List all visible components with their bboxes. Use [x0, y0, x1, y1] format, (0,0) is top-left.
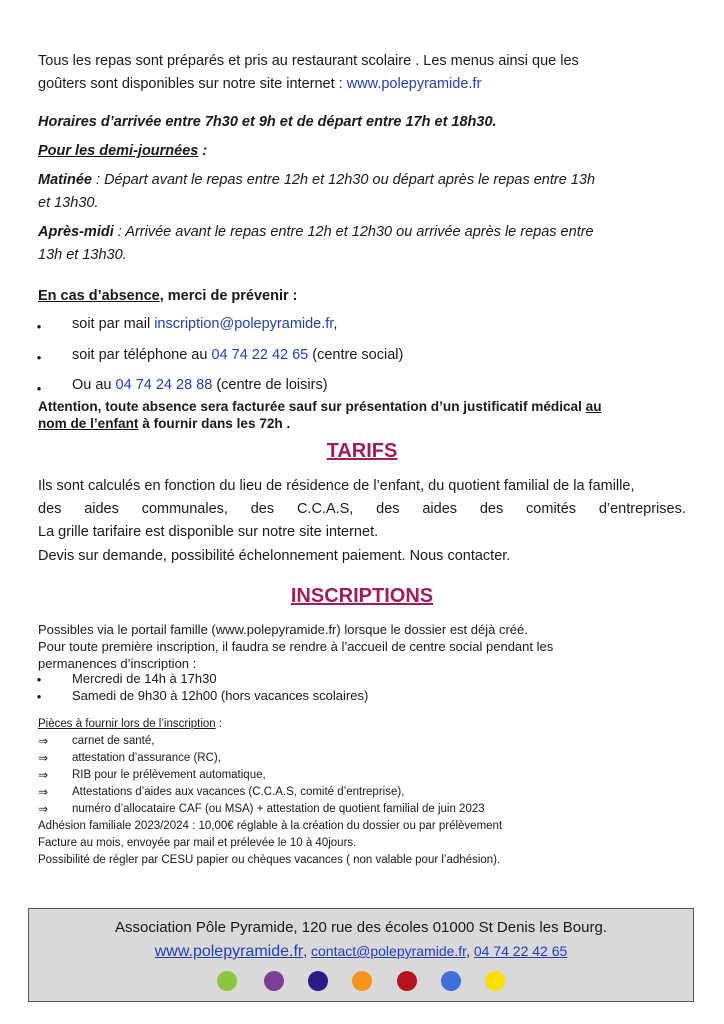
social-phone-link[interactable]: 04 74 22 42 65 [211, 347, 309, 363]
tarifs-word: communales, [141, 501, 228, 517]
tarifs-word: aides [422, 501, 458, 517]
tarifs-word: des [38, 501, 62, 517]
list-item: ⇒ numéro d’allocataire CAF (ou MSA) + attestation de quotient familial de juin 2023 [38, 802, 485, 816]
color-dot-red [397, 971, 417, 991]
pieces-list [38, 733, 678, 869]
tarifs-word: des [376, 501, 400, 517]
tarifs-word: d’entreprises. [598, 501, 686, 517]
absence-item-phone: soit par téléphone au 04 74 22 42 65 (centre social) [72, 347, 404, 363]
intro-line-2: goûters sont disponibles sur notre site internet : www.polepyramide.fr [38, 76, 482, 92]
tarifs-heading: TARIFS [326, 440, 398, 462]
intro-line-1: Tous les repas sont préparés et pris au restaurant scolaire . Les menus ainsi que les [38, 53, 579, 69]
horaires-text: Horaires d’arrivée entre 7h30 et 9h et de départ entre 17h et 18h30. [38, 114, 497, 130]
list-item: ⇒ RIB pour le prélèvement automatique, [38, 768, 266, 782]
slot-samedi: Samedi de 9h30 à 12h00 (hors vacances scolaires) [72, 688, 369, 703]
intro-paragraph [38, 50, 698, 96]
color-dot-indigo [308, 971, 328, 991]
apresmidi-paragraph: Après-midi : Arrivée avant le repas entre 12h et 12h30 ou arrivée après le repas entre 13h et 13h30. [38, 224, 594, 263]
list-item: ⇒ attestation d’assurance (RC), [38, 751, 221, 765]
tarifs-word: des [250, 501, 275, 517]
footer-phone-link[interactable]: 04 74 22 42 65 [473, 943, 568, 959]
footer-box [28, 908, 694, 1002]
slot-mercredi: Mercredi de 14h à 17h30 [72, 671, 217, 686]
tarifs-paragraph: Ils sont calculés en fonction du lieu de résidence de l’enfant, du quotient familial de la famille, des aides communales, des C.C.A.S, des aides des comités d’entreprises. La grille tarifaire est disponible sur notre site internet. [38, 478, 686, 540]
arrow-right-icon: ⇒ [38, 785, 49, 799]
pieces-title: Pièces à fournir lors de l’inscription : [38, 718, 223, 730]
bullet-icon: • [36, 672, 42, 687]
devis-text: Devis sur demande, possibilité échelonnement paiement. Nous contacter. [38, 548, 511, 564]
inscription-email-link[interactable]: inscription@polepyramide.fr [154, 316, 334, 332]
website-link[interactable]: www.polepyramide.fr [346, 76, 482, 92]
bullet-icon: • [36, 319, 42, 334]
loisirs-phone-link[interactable]: 04 74 24 28 88 [115, 377, 213, 393]
bullet-icon: • [36, 381, 42, 396]
absence-item-loisirs: Ou au 04 74 24 28 88 (centre de loisirs) [72, 377, 328, 393]
absence-title: En cas d’absence, merci de prévenir : [38, 288, 298, 304]
tarifs-word: comités [526, 501, 577, 517]
facture-text: Facture au mois, envoyée par mail et prélevée le 10 à 40jours. [38, 837, 357, 849]
list-item: ⇒ carnet de santé, [38, 734, 155, 748]
list-item: ⇒ Attestations d’aides aux vacances (C.C.A.S, comité d’entreprise), [38, 785, 405, 799]
absence-warning: Attention, toute absence sera facturée sauf sur présentation d’un justificatif médical au nom de l’enfant à fournir dans les 72h . [38, 399, 602, 431]
tarifs-word: des [479, 501, 504, 517]
cesu-text: Possibilité de régler par CESU papier ou chèques vacances ( non valable pour l’adhésion). [38, 854, 501, 866]
tarifs-line-2 [38, 498, 686, 521]
footer-email-link[interactable]: contact@polepyramide.fr [311, 943, 467, 959]
footer-contacts: www.polepyramide.fr, contact@polepyramide.fr, 04 74 22 42 65 [154, 943, 568, 960]
inscriptions-heading: INSCRIPTIONS [290, 585, 434, 607]
demi-journees-title: Pour les demi-journées : [38, 143, 208, 159]
apresmidi-label: Après-midi [38, 224, 114, 240]
color-dot-blue [441, 971, 461, 991]
color-dot-green [217, 971, 237, 991]
adhesion-text: Adhésion familiale 2023/2024 : 10,00€ réglable à la création du dossier ou par prélèvement [38, 820, 503, 832]
footer-website-link[interactable]: www.polepyramide.fr [154, 943, 304, 960]
absence-item-mail: soit par mail inscription@polepyramide.fr, [72, 316, 338, 332]
inscriptions-paragraph: Possibles via le portail famille (www.polepyramide.fr) lorsque le dossier est déjà créé. Pour toute première inscription, il faudra se rendre à l’accueil de centre social pendant les permanences d’inscription : [38, 622, 554, 671]
footer-address: Association Pôle Pyramide, 120 rue des écoles 01000 St Denis les Bourg. [115, 919, 607, 936]
arrow-right-icon: ⇒ [38, 802, 49, 816]
tarifs-word: C.C.A.S, [296, 501, 354, 517]
tarifs-word: aides [84, 501, 119, 517]
color-dot-orange [352, 971, 372, 991]
bullet-icon: • [36, 689, 42, 704]
matinee-label: Matinée [38, 172, 92, 188]
bullet-icon: • [36, 350, 42, 365]
arrow-right-icon: ⇒ [38, 768, 49, 782]
arrow-right-icon: ⇒ [38, 734, 49, 748]
color-dot-yellow [485, 971, 505, 991]
color-dot-purple [264, 971, 284, 991]
matinee-paragraph: Matinée : Départ avant le repas entre 12h et 12h30 ou départ après le repas entre 13h et 13h30. [38, 172, 596, 211]
arrow-right-icon: ⇒ [38, 751, 49, 765]
